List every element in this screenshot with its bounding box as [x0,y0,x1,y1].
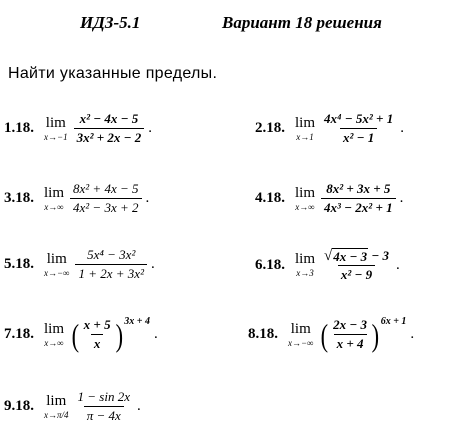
variant-title: Вариант 18 решения [222,13,382,32]
lim-word: lim [44,320,65,337]
lim-word: lim [45,114,66,131]
lim-subscript: x→π/4 [44,409,69,420]
assignment-title: ИДЗ-5.1 [80,13,141,32]
limit-operator [44,322,64,348]
problem-number: 7.18. [4,326,34,342]
problem-9-18 [4,390,141,423]
lim-subscript: x→−∞ [288,337,314,348]
limit-operator [44,186,64,212]
lim-subscript: x→∞ [44,337,64,348]
fraction [321,248,392,282]
left-paren: ( [321,316,329,353]
numerator: x² − 4x − 5 [79,111,139,126]
denominator: x + 4 [334,334,367,351]
problem-number: 4.18. [255,190,285,206]
limit-operator [295,252,315,278]
lim-word: lim [290,320,311,337]
numerator: 5x⁴ − 3x² [87,247,136,262]
exponent: 3x + 4 [124,316,150,327]
right-paren: ) [115,316,123,353]
problem-1-18 [4,112,152,145]
problem-number: 3.18. [4,190,34,206]
fraction [75,248,146,281]
end-dot: . [399,190,404,206]
lim-word: lim [295,114,316,131]
end-dot: . [148,120,153,136]
lim-subscript: x→−∞ [44,267,70,278]
end-dot: . [145,190,150,206]
lim-subscript: x→−1 [44,131,68,142]
numerator-rest: − 3 [368,248,390,263]
problem-4-18 [255,182,403,215]
fraction [74,112,145,145]
denominator: 4x² − 3x + 2 [70,198,141,215]
left-paren: ( [71,316,80,353]
intro-text: Найти указанные пределы. [8,65,218,82]
numerator: 1 − sin 2x [77,389,130,404]
fraction [330,318,370,351]
limit-operator [44,116,68,142]
lim-subscript: x→∞ [44,201,64,212]
problem-number: 2.18. [255,120,285,136]
problem-8-18 [248,318,414,351]
fraction [321,112,396,145]
limit-operator [295,186,315,212]
limit-operator [44,252,69,278]
lim-word: lim [44,184,65,201]
end-dot: . [153,326,158,342]
denominator: x² − 9 [338,265,375,282]
fraction [70,182,141,215]
problem-6-18 [255,248,400,282]
fraction [321,182,396,215]
limit-operator [295,116,315,142]
problem-7-18 [4,318,158,351]
lim-subscript: x→∞ [295,201,315,212]
radical-sign-icon: √ [324,248,333,264]
fraction [81,318,114,351]
problem-3-18 [4,182,149,215]
numerator: 8x² + 4x − 5 [73,181,139,196]
fraction [75,390,133,423]
problem-number: 5.18. [4,256,34,272]
right-paren: ) [371,316,380,353]
problem-number: 6.18. [255,256,285,273]
lim-word: lim [46,250,67,267]
end-dot: . [410,326,415,342]
problem-number: 1.18. [4,120,34,136]
exponent: 6x + 1 [380,316,407,327]
denominator: x² − 1 [340,128,377,145]
problem-5-18 [4,248,155,281]
lim-word: lim [295,251,316,267]
denominator: x [91,334,104,351]
denominator: π − 4x [84,406,124,423]
numerator: 2x − 3 [333,317,368,332]
lim-word: lim [46,392,67,409]
problem-2-18 [255,112,404,145]
denominator: 3x² + 2x − 2 [74,128,145,145]
end-dot: . [400,120,404,136]
end-dot: . [150,256,155,272]
end-dot: . [136,398,141,414]
lim-word: lim [295,184,316,201]
lim-subscript: x→3 [296,268,314,278]
limit-operator [288,322,313,348]
radicand: 4x − 3 [333,249,368,264]
problem-number: 9.18. [4,398,34,414]
square-root [324,248,368,263]
end-dot: . [396,256,400,273]
numerator: 4x⁴ − 5x² + 1 [324,111,394,126]
lim-subscript: x→1 [296,131,314,142]
numerator: 8x² + 3x + 5 [326,181,391,196]
limit-operator [44,394,69,420]
denominator: 4x³ − 2x² + 1 [321,198,396,215]
numerator [321,248,392,265]
denominator: 1 + 2x + 3x² [75,264,146,281]
numerator: x + 5 [83,317,111,332]
problem-number: 8.18. [248,326,278,342]
